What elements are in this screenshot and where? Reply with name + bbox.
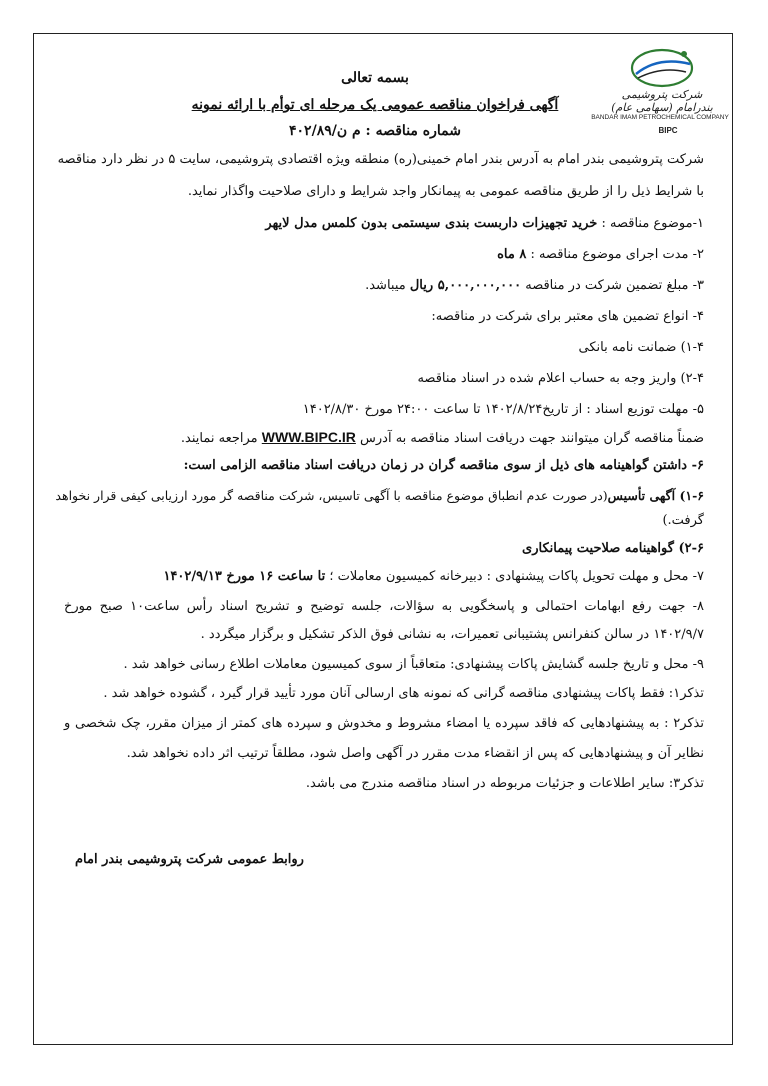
item-3 <box>365 278 704 293</box>
item-4-2: ۲-۴) واریز وجه به حساب اعلام شده در اسناد مناقصه <box>417 371 704 386</box>
item-3-label: ۳- مبلغ تضمین شرکت در مناقصه <box>521 278 704 293</box>
item-1 <box>265 216 704 231</box>
item-5-note-start: ضمناً مناقصه گران میتوانند جهت دریافت اسناد مناقصه به آدرس <box>355 431 704 446</box>
logo-english-name: BANDAR IMAM PETROCHEMICAL COMPANY <box>591 114 729 121</box>
item-6-1 <box>55 488 704 503</box>
item-5: ۵- مهلت توزیع اسناد : از تاریخ۱۴۰۲/۸/۲۴ تا ساعت ۲۴:۰۰ مورخ ۱۴۰۲/۸/۳۰ <box>302 402 704 417</box>
logo-abbreviation: BIPC <box>658 126 678 135</box>
item-6: ۶- داشتن گواهینامه های ذیل از سوی مناقصه گران در زمان دریافت اسناد مناقصه الزامی است: <box>183 458 704 473</box>
intro-line-2: با شرایط ذیل را از طریق مناقصه عمومی به پیمانکار واجد شرایط و دارای صلاحیت واگذار نماید. <box>187 184 704 199</box>
note-3: تذکر۳: سایر اطلاعات و جزئیات مربوطه در اسناد مناقصه مندرج می باشد. <box>305 776 704 791</box>
item-6-2: ۲-۶) گواهینامه صلاحیت پیمانکاری <box>522 541 704 556</box>
item-9: ۹- محل و تاریخ جلسه گشایش پاکات پیشنهادی: متعاقباً از سوی کمیسیون معاملات اطلاع رسانی خواهد شد . <box>123 657 704 672</box>
item-5-note-end: مراجعه نمایند. <box>180 431 262 446</box>
item-4-1: ۱-۴) ضمانت نامه بانکی <box>578 340 704 355</box>
intro-line-1: شرکت پتروشیمی بندر امام به آدرس بندر امام خمینی(ره) منطقه ویژه اقتصادی پتروشیمی، سایت ۵ در نظر دارد مناقصه <box>57 152 704 167</box>
item-2-value: ۸ ماه <box>497 247 527 262</box>
logo-persian-name: شرکت پتروشیمی بندرامام (سهامی عام) <box>611 88 713 114</box>
item-8-line-2: ۱۴۰۲/۹/۷ در سالن کنفرانس پشتیبانی تعمیرات، به نشانی فوق الذکر تشکیل و برگزار میگردد . <box>200 627 704 642</box>
item-2 <box>497 247 704 262</box>
logo-emblem-icon <box>598 44 722 94</box>
item-1-label: ۱-موضوع مناقصه : <box>597 216 704 231</box>
item-3-suffix: میباشد. <box>365 278 410 293</box>
bismillah: بسمه تعالی <box>341 70 409 86</box>
item-3-value: ۵,۰۰۰,۰۰۰,۰۰۰ ریال <box>409 278 522 293</box>
item-1-value: خرید تجهیزات داربست بندی سیستمی بدون کلمس مدل لایهر <box>265 216 598 231</box>
company-logo <box>591 44 729 140</box>
footer-signature: روابط عمومی شرکت پتروشیمی بندر امام <box>75 852 304 867</box>
note-2-line-2: نظایر آن و پیشنهادهایی که پس از انقضاء مدت مقرر در آگهی واصل شود، مطلقاً ترتیب اثر داده نخواهد شد. <box>126 746 704 761</box>
page-title: آگهی فراخوان مناقصه عمومی یک مرحله ای توأم با ارائه نمونه <box>191 97 559 113</box>
note-1: تذکر۱: فقط پاکات پیشنهادی مناقصه گرانی که نمونه های ارسالی آنان مورد تأیید قرار گیرد ، گشوده خواهد شد . <box>103 686 704 701</box>
item-4: ۴- انواع تضمین های معتبر برای شرکت در مناقصه: <box>431 309 704 324</box>
item-8-line-1: ۸- جهت رفع ابهامات احتمالی و پاسخگویی به سؤالات، جلسه توضیح و تشریح اسناد رأس ساعت۱۰ صبح مورخ <box>64 599 705 614</box>
website-link[interactable]: WWW.BIPC.IR <box>261 429 356 445</box>
item-2-label: ۲- مدت اجرای موضوع مناقصه : <box>526 247 704 262</box>
item-5-note <box>181 429 704 446</box>
item-7 <box>163 569 704 584</box>
tender-number: شماره مناقصه : م ن/۴۰۲/۸۹ <box>289 123 461 139</box>
item-7-deadline: تا ساعت ۱۶ مورخ ۱۴۰۲/۹/۱۳ <box>163 569 326 584</box>
item-7-text: ۷- محل و مهلت تحویل پاکات پیشنهادی : دبیرخانه کمیسیون معاملات ؛ <box>325 569 704 584</box>
item-6-1-text: (در صورت عدم انطباق موضوع مناقصه با آگهی تاسیس، شرکت مناقصه گر مورد ارزیابی کیفی قرار نخواهد <box>55 488 608 503</box>
note-2-line-1: تذکر۲ : به پیشنهادهایی که فاقد سپرده یا امضاء مشروط و مخدوش و سپرده های کمتر از میزان مقرر، چک شخصی و <box>64 716 704 731</box>
item-6-1-continued: گرفت.) <box>662 513 704 528</box>
item-6-1-label: ۱-۶) آگهی تأسیس <box>607 488 704 503</box>
